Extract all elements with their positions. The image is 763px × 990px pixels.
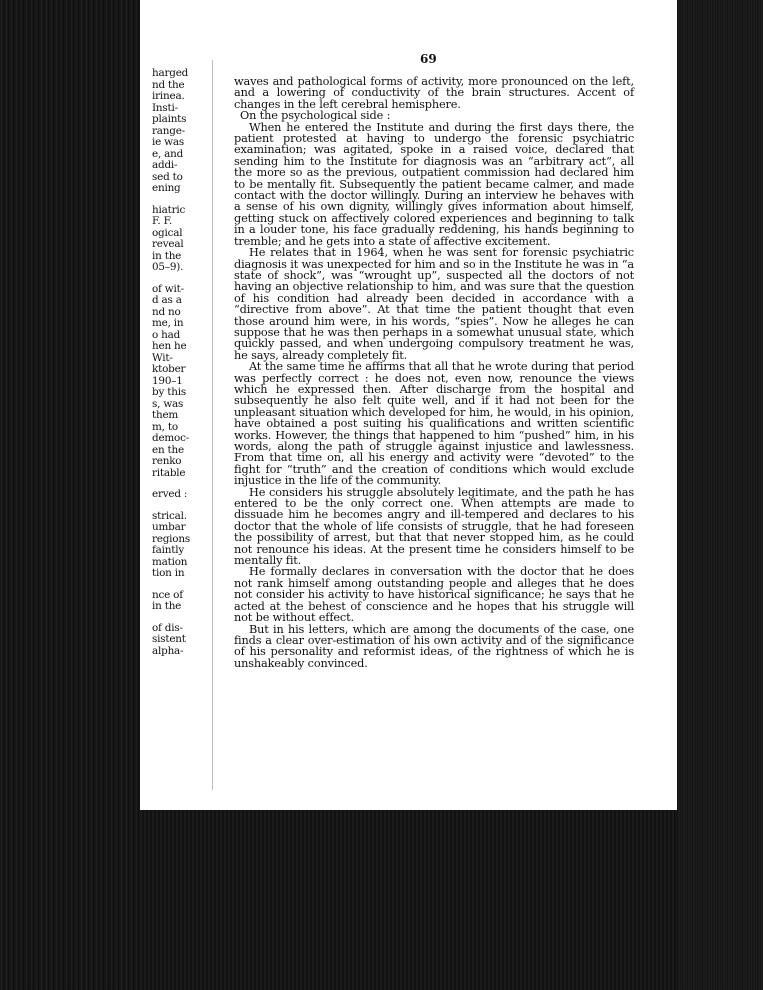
text-fragment: irinea. <box>152 90 185 102</box>
text-fragment: ogical <box>152 226 183 239</box>
column-gap <box>152 195 210 205</box>
text-fragment: reveal <box>152 238 184 250</box>
paragraph: He relates that in 1964, when he was sent for forensic psychiatric diagnosis it was unexpected for him and so in the Institute he was in “a state of shock”, was “wrought up”, suspected all the doctors of not having an objective relationship to him, and was sure that the question of his condition had already been decided in accordance with a “directive from above”. At that time the patient thought that even those around him were, in his words, “spies”. Now he alleges he can suppose that he was then perhaps in a somewhat unusual state, which quickly passed, and when undergoing compulsory treatment he was, he says, already completely fit. <box>234 246 634 362</box>
text-fragment: Insti- <box>152 101 178 114</box>
section-heading: On the psychological side : <box>240 109 391 123</box>
text-fragment: of dis- <box>152 621 183 634</box>
scan-border-bottom <box>140 810 677 990</box>
text-fragment: strical. <box>152 509 187 522</box>
text-fragment: regions <box>152 532 190 545</box>
text-fragment: sed to <box>152 170 183 183</box>
text-fragment: nce of <box>152 588 183 601</box>
paragraph: He formally declares in conversation with the doctor that he does not rank himself among outstanding people and alleges that he does not consider his activity to have historical significance; he says that he acted at the behest of conscience and he hopes that his struggle will not be without effect. <box>234 565 634 625</box>
paragraph: At the same time he affirms that all that he wrote during that period was perfectly correct : he does not, even now, renounce the views which he expressed then. After discharge from the hospital and subsequently he also felt quite well, and if it had not been for the unpleasant situation which developed for him, he would, in his opinion, have obtained a post suiting his qualifications and written scientific works. However, the things that happened to him “pushed” him, in his words, along the path of struggle against injustice and lawlessness. From that time on, all his energy and activity were “devoted” to the fight for “truth” and the creation of conditions which would exclude injustice in the life of the community. <box>234 360 634 488</box>
text-fragment: umbar <box>152 521 186 533</box>
text-fragment: F. F. <box>152 215 173 227</box>
text-fragment: them <box>152 409 179 421</box>
text-fragment: hiatric <box>152 203 186 216</box>
scan-border-right <box>677 0 763 990</box>
text-fragment: hen he <box>152 340 187 352</box>
text-fragment: addi- <box>152 159 178 171</box>
text-fragment: plaints <box>152 113 187 125</box>
text-fragment: by this <box>152 386 186 398</box>
text-fragment: faintly <box>152 544 185 556</box>
paragraph: waves and pathological forms of activity, more pronounced on the left, and a lowering of conductivity of the brain structures. Accent of changes in the left cerebral hemisphere. <box>234 75 634 111</box>
text-fragment: mation <box>152 555 188 568</box>
text-fragment: alpha- <box>152 644 184 657</box>
previous-page-column <box>152 68 210 657</box>
text-fragment: d as a <box>152 294 182 306</box>
text-fragment: sistent <box>152 633 186 645</box>
text-fragment: s, was <box>152 397 184 410</box>
text-fragment: ening <box>152 182 181 194</box>
paragraph: When he entered the Institute and during the first days there, the patient protested at having to undergo the forensic psychiatric examination; was agitated, spoke in a raised voice, declared that sending him to the Institute for diagnosis was an “arbitrary act”, all the more so as the previous, outpatient commission had declared him to be mentally fit. Subsequently the patient became calmer, and made contact with the doctor willingly. During an interview he behaves with a sense of his own dignity, willingly gives information about himself, getting stuck on affectively colored experiences and beginning to talk in a louder tone, his face gradually reddening, his hands beginning to tremble; and he gets into a state of affective excitement. <box>234 120 634 248</box>
column-gap <box>152 274 210 284</box>
text-fragment: renko <box>152 455 182 467</box>
text-fragment: ritable <box>152 466 186 479</box>
text-fragment: e, and <box>152 147 184 160</box>
text-fragment: in the <box>152 600 182 612</box>
column-gap <box>152 613 210 623</box>
text-fragment: democ- <box>152 432 190 444</box>
text-fragment: nd no <box>152 305 181 318</box>
text-fragment: m, to <box>152 420 178 433</box>
text-fragment: range- <box>152 124 185 137</box>
column-gap <box>152 501 210 511</box>
page-top-margin <box>140 0 677 14</box>
text-fragment: ie was <box>152 136 184 148</box>
document-body <box>234 76 634 669</box>
text-fragment: Wit- <box>152 351 173 364</box>
column-gap <box>152 580 210 590</box>
paragraph: He considers his struggle absolutely legitimate, and the path he has entered to be the only correct one. When attempts are made to dissuade him he becomes angry and ill-tempered and declares to his doctor that the whole of life consists of struggle, that he had foreseen the possibility of arrest, but that that never stopped him, as he could not renounce his ideas. At the present time he considers himself to be mentally fit. <box>234 485 634 568</box>
text-fragment: 05–9). <box>152 261 184 273</box>
text-fragment: tion in <box>152 567 185 579</box>
page-number: 69 <box>420 52 437 66</box>
text-fragment: en the <box>152 443 184 456</box>
text-fragment: harged <box>152 68 189 79</box>
text-fragment: nd the <box>152 78 185 91</box>
page-gutter <box>212 60 213 790</box>
scan-border-left <box>0 0 140 990</box>
text-fragment: o had <box>152 328 181 341</box>
text-fragment: erved : <box>152 488 188 500</box>
text-fragment: me, in <box>152 317 184 329</box>
paragraph: But in his letters, which are among the documents of the case, one finds a clear over-estimation of his own activity and of the significance of his personality and reformist ideas, of the rightness of which he is unshakeably convinced. <box>234 622 634 670</box>
text-fragment: of wit- <box>152 282 184 295</box>
text-fragment: in the <box>152 249 182 262</box>
text-fragment: 190–1 <box>152 374 183 387</box>
text-fragment: ktober <box>152 363 186 375</box>
